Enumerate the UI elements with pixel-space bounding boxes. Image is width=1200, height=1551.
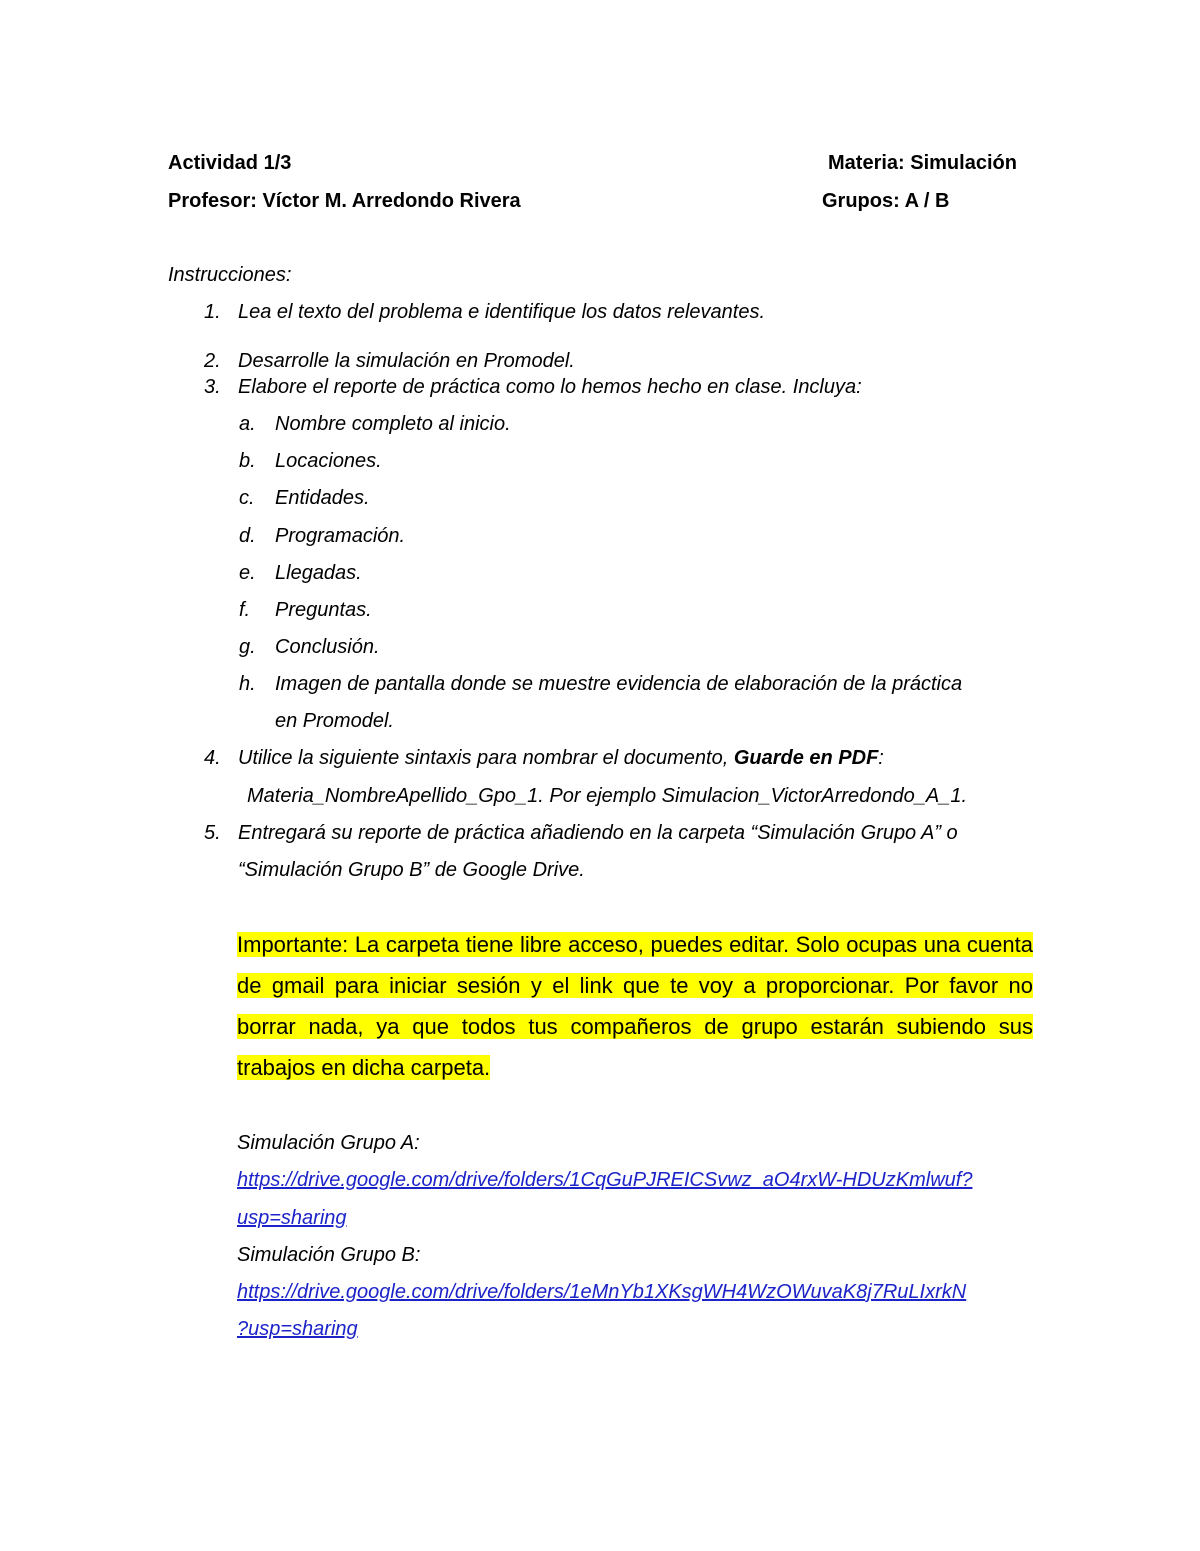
subitem-text: Llegadas.: [275, 562, 362, 584]
group-b-link-continued[interactable]: ?usp=sharing: [237, 1318, 358, 1340]
subitem-letter: e.: [239, 562, 256, 584]
item-text-continued: “Simulación Grupo B” de Google Drive.: [238, 859, 585, 881]
item-number: 2.: [204, 350, 221, 372]
subitem-text: Programación.: [275, 525, 406, 547]
item-text: Lea el texto del problema e identifique los datos relevantes.: [238, 301, 766, 323]
group-a-link-continued[interactable]: usp=sharing: [237, 1207, 347, 1229]
instructions-title: Instrucciones:: [168, 264, 292, 286]
item-text: Elabore el reporte de práctica como lo hemos hecho en clase. Incluya:: [238, 376, 862, 398]
item-number: 4.: [204, 747, 221, 769]
subitem-letter: g.: [239, 636, 256, 658]
subitem-text: Preguntas.: [275, 599, 372, 621]
subitem-letter: h.: [239, 673, 256, 695]
item-text-continued: Materia_NombreApellido_Gpo_1. Por ejemplo Simulacion_VictorArredondo_A_1.: [247, 785, 968, 807]
professor-label: Profesor: Víctor M. Arredondo Rivera: [168, 190, 521, 212]
activity-label: Actividad 1/3: [168, 152, 292, 174]
subitem-letter: a.: [239, 413, 256, 435]
group-b-label: Simulación Grupo B:: [237, 1244, 421, 1266]
item-text-bold: Guarde en PDF: [733, 747, 879, 769]
subitem-text: Entidades.: [275, 487, 370, 509]
subitem-letter: f.: [239, 599, 251, 621]
groups-label: Grupos: A / B: [822, 190, 950, 212]
subitem-text: Nombre completo al inicio.: [275, 413, 511, 435]
subject-label: Materia: Simulación: [828, 152, 1017, 174]
subitem-text-continued: en Promodel.: [275, 710, 394, 732]
subitem-letter: d.: [239, 525, 256, 547]
subitem-text: Locaciones.: [275, 450, 382, 472]
important-note: [237, 924, 1033, 1088]
item-text-part: Utilice la siguiente sintaxis para nombrar el documento,: [238, 747, 734, 769]
subitem-text: Imagen de pantalla donde se muestre evidencia de elaboración de la práctica: [275, 673, 963, 695]
item-number: 1.: [204, 301, 221, 323]
item-number: 3.: [204, 376, 221, 398]
item-number: 5.: [204, 822, 221, 844]
group-b-link[interactable]: https://drive.google.com/drive/folders/1eMnYb1XKsgWH4WzOWuvaK8j7RuLIxrkN: [237, 1281, 967, 1303]
item-text: [238, 746, 884, 770]
item-text: Entregará su reporte de práctica añadiendo en la carpeta “Simulación Grupo A” o: [238, 822, 958, 844]
item-text: Desarrolle la simulación en Promodel.: [238, 350, 575, 372]
subitem-letter: b.: [239, 450, 256, 472]
subitem-text: Conclusión.: [275, 636, 380, 658]
important-note-text: Importante: La carpeta tiene libre acceso, puedes editar. Solo ocupas una cuenta de gmail para iniciar sesión y el link que te voy a proporcionar. Por favor no borrar nada, ya que todos tus compañeros de grupo estarán subiendo sus trabajos en dicha carpeta.: [237, 932, 1033, 1080]
item-text-part: :: [878, 747, 884, 769]
group-a-label: Simulación Grupo A:: [237, 1132, 420, 1154]
group-a-link[interactable]: https://drive.google.com/drive/folders/1CqGuPJREICSvwz_aO4rxW-HDUzKmlwuf?: [237, 1169, 973, 1191]
subitem-letter: c.: [239, 487, 255, 509]
